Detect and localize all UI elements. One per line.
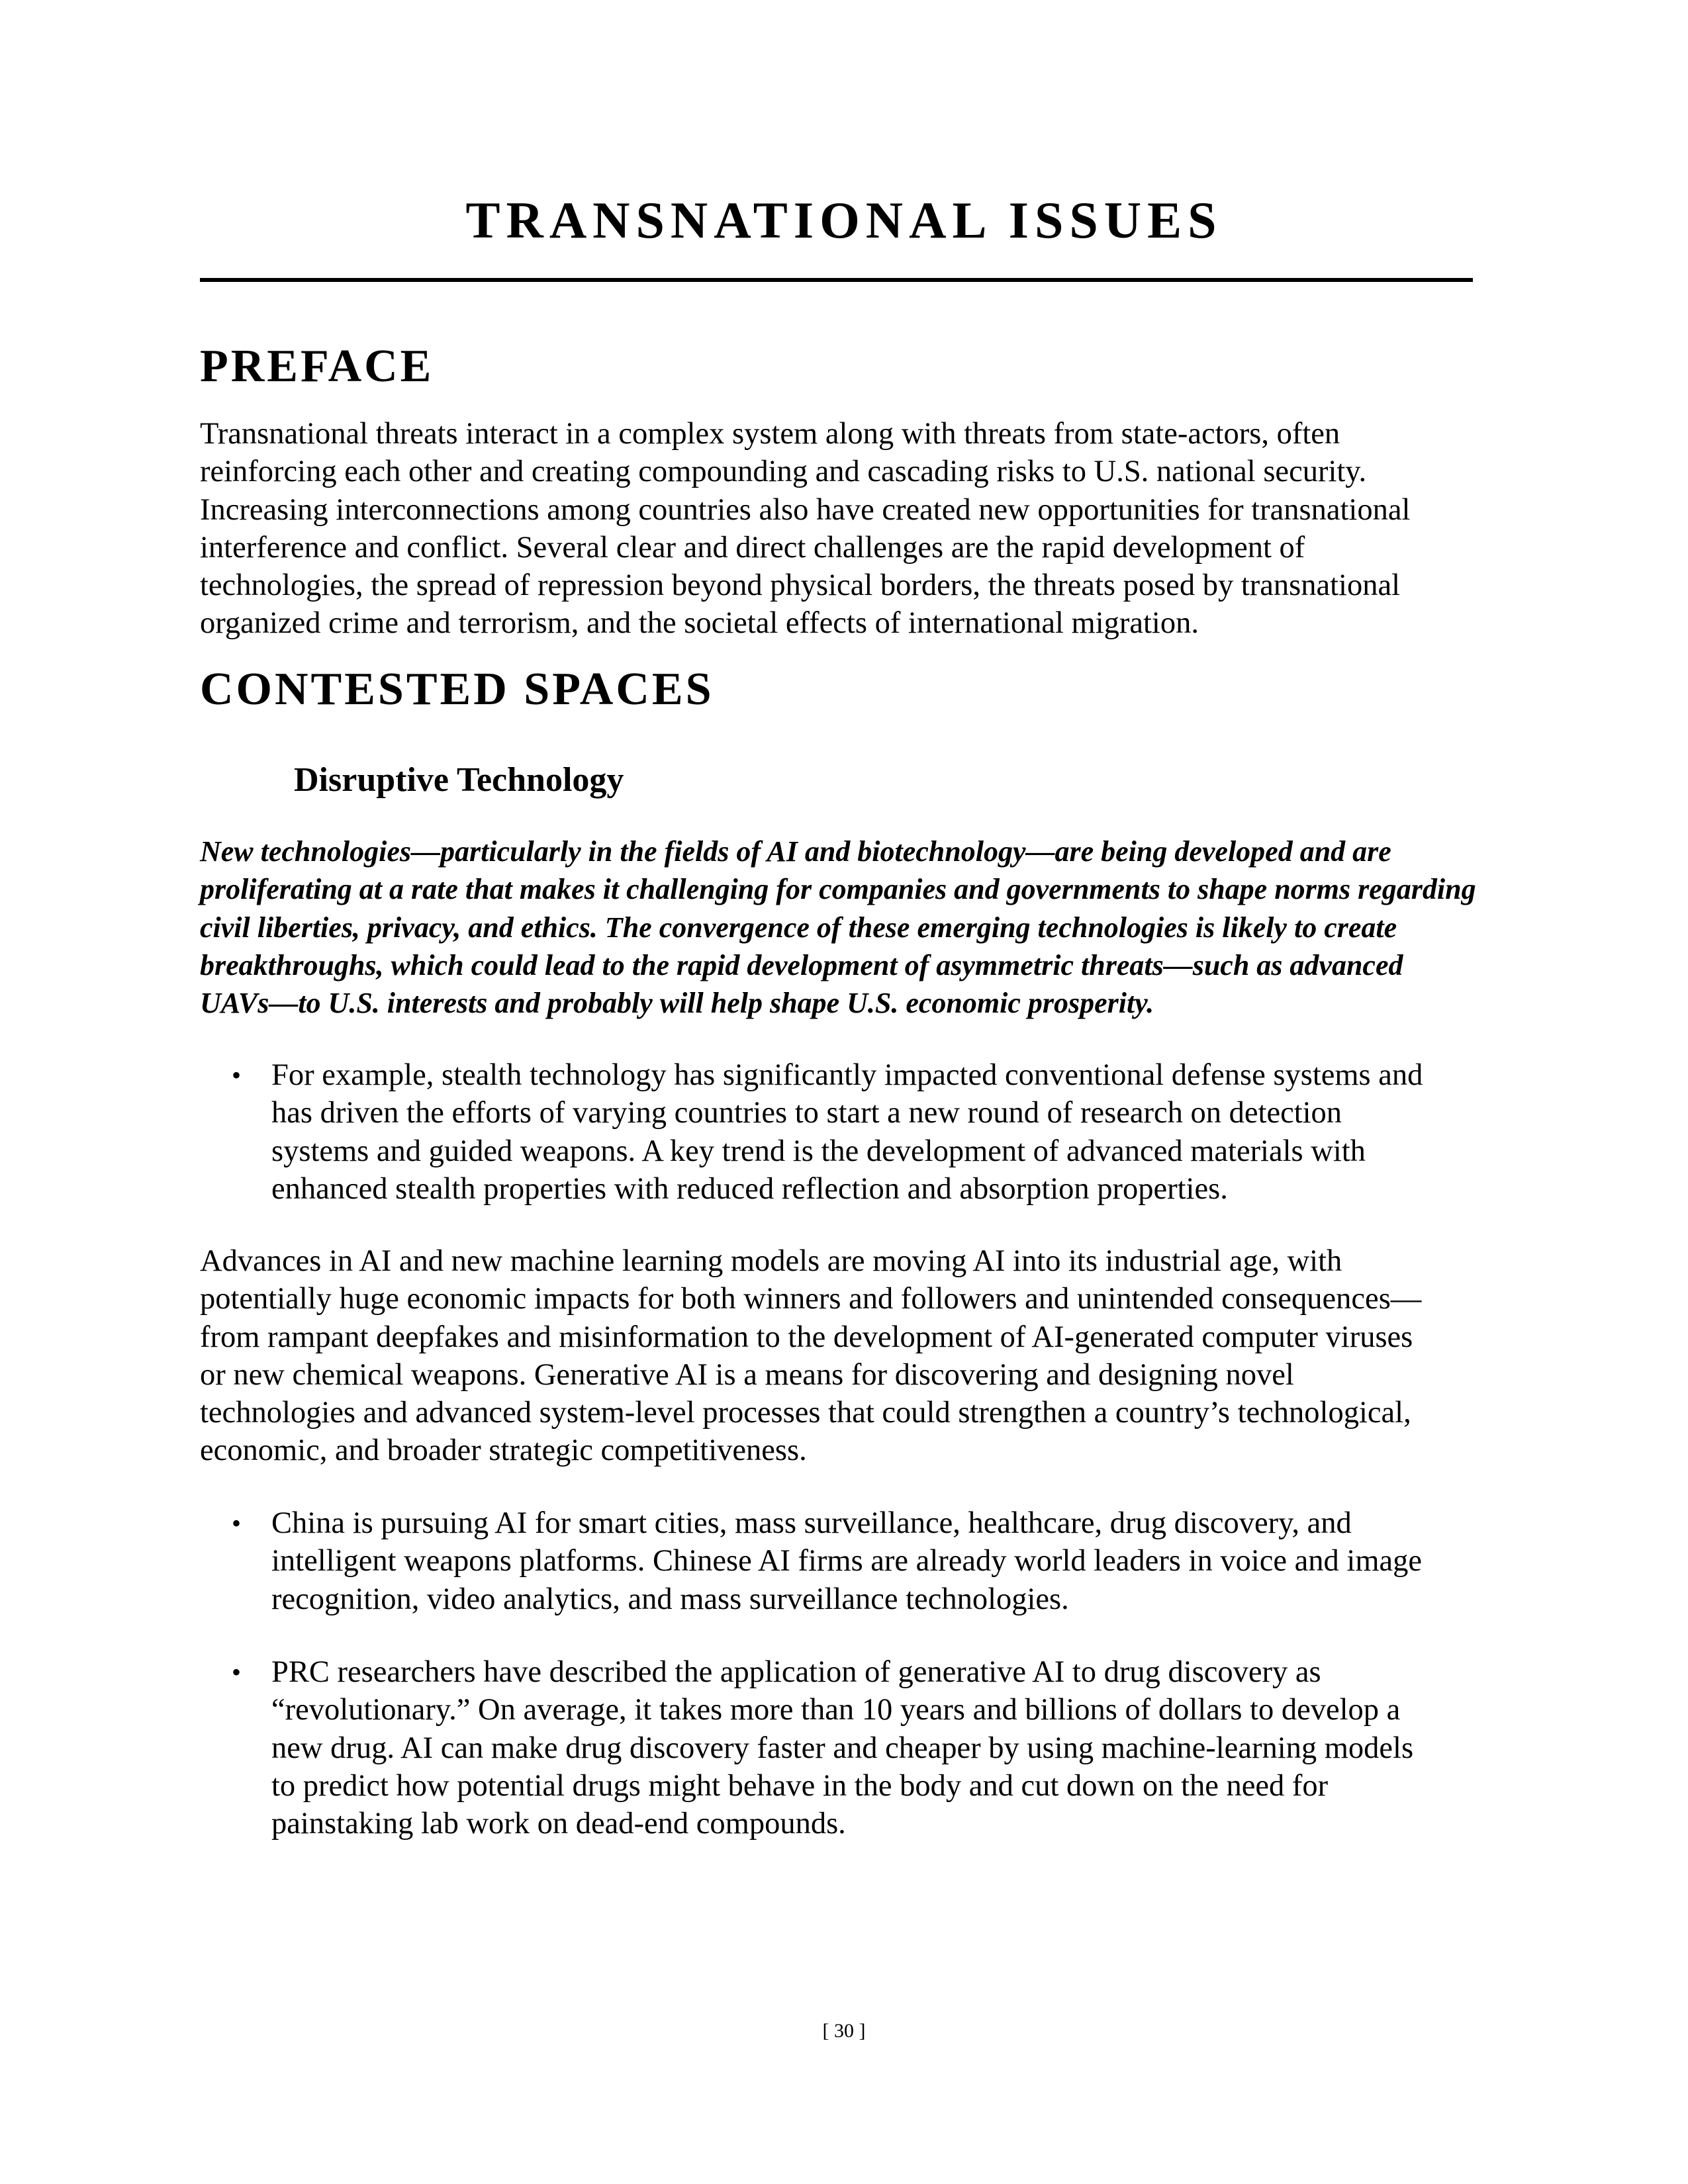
- key-judgment-paragraph: [200, 833, 1477, 1022]
- text-line: from rampant deepfakes and misinformation to the development of AI-generated computer viruses: [200, 1320, 1413, 1354]
- text-line: Increasing interconnections among countries also have created new opportunities for transnational: [200, 492, 1411, 527]
- text-line: PRC researchers have described the application of generative AI to drug discovery as: [271, 1655, 1321, 1689]
- text-line: “revolutionary.” On average, it takes more than 10 years and billions of dollars to develop a: [271, 1693, 1401, 1727]
- text-line: has driven the efforts of varying countries to start a new round of research on detection: [271, 1096, 1342, 1130]
- subheading-disruptive-technology: Disruptive Technology: [294, 761, 624, 799]
- page-number: [ 30 ]: [822, 2020, 866, 2042]
- bullet-icon: •: [232, 1060, 242, 1090]
- bullet-stealth-technology: [232, 1056, 1483, 1208]
- bullet-icon: •: [232, 1657, 242, 1687]
- bullet-icon: •: [232, 1508, 242, 1538]
- text-line: Transnational threats interact in a complex system along with threats from state-actors, often: [200, 417, 1340, 451]
- bullet-text: [271, 1653, 1483, 1843]
- text-line: systems and guided weapons. A key trend is the development of advanced materials with: [271, 1134, 1366, 1168]
- text-line: New technologies—particularly in the fields of AI and biotechnology—are being developed and are: [200, 835, 1391, 868]
- text-line: UAVs—to U.S. interests and probably will help shape U.S. economic prosperity.: [200, 987, 1154, 1020]
- bullet-china-ai: [232, 1504, 1483, 1618]
- text-line: Advances in AI and new machine learning models are moving AI into its industrial age, with: [200, 1244, 1342, 1278]
- section-heading-contested-spaces: CONTESTED SPACES: [200, 664, 714, 715]
- text-line: intelligent weapons platforms. Chinese AI firms are already world leaders in voice and image: [271, 1544, 1423, 1578]
- text-line: enhanced stealth properties with reduced reflection and absorption properties.: [271, 1171, 1228, 1206]
- text-line: reinforcing each other and creating compounding and cascading risks to U.S. national security.: [200, 455, 1367, 489]
- text-line: painstaking lab work on dead-end compounds.: [271, 1807, 846, 1841]
- section-heading-preface: PREFACE: [200, 341, 434, 392]
- text-line: economic, and broader strategic competitiveness.: [200, 1433, 807, 1468]
- text-line: interference and conflict. Several clear and direct challenges are the rapid development of: [200, 530, 1305, 565]
- text-line: new drug. AI can make drug discovery faster and cheaper by using machine-learning models: [271, 1731, 1414, 1765]
- text-line: organized crime and terrorism, and the societal effects of international migration.: [200, 606, 1199, 641]
- text-line: potentially huge economic impacts for both winners and followers and unintended consequences—: [200, 1282, 1422, 1316]
- bullet-text: [271, 1056, 1483, 1208]
- text-line: proliferating at a rate that makes it challenging for companies and governments to shape norms regarding: [200, 873, 1476, 906]
- ai-advances-paragraph: [200, 1242, 1477, 1470]
- text-line: For example, stealth technology has significantly impacted conventional defense systems and: [271, 1058, 1423, 1092]
- text-line: civil liberties, privacy, and ethics. The convergence of these emerging technologies is likely to create: [200, 911, 1397, 944]
- text-line: technologies, the spread of repression beyond physical borders, the threats posed by transnational: [200, 569, 1401, 603]
- text-line: or new chemical weapons. Generative AI is a means for discovering and designing novel: [200, 1357, 1294, 1392]
- text-line: to predict how potential drugs might behave in the body and cut down on the need for: [271, 1768, 1329, 1803]
- bullet-prc-drug-discovery: [232, 1653, 1483, 1843]
- page-title: TRANSNATIONAL ISSUES: [465, 191, 1223, 249]
- text-line: breakthroughs, which could lead to the rapid development of asymmetric threats—such as advanced: [200, 948, 1403, 981]
- text-line: China is pursuing AI for smart cities, mass surveillance, healthcare, drug discovery, and: [271, 1506, 1352, 1540]
- bullet-text: [271, 1504, 1483, 1618]
- text-line: recognition, video analytics, and mass surveillance technologies.: [271, 1582, 1069, 1616]
- title-divider: [200, 278, 1473, 282]
- preface-paragraph: [200, 415, 1477, 643]
- text-line: technologies and advanced system-level processes that could strengthen a country’s technological,: [200, 1396, 1411, 1430]
